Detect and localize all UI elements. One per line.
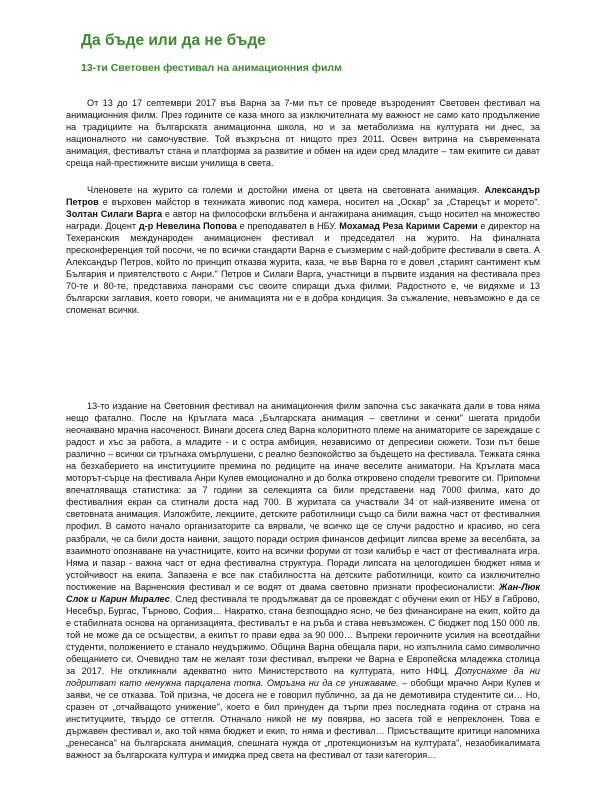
text-run: 13-то издание на Световния фестивал на анимационния филм започна със закачката дали в това няма нещо фатално. После на Кръглата маса „Българската анимация – светлини и сенки" шегата придоби неочаквано мрачна насоченост. Винаги досега след Варна колоритното племе на аниматорите се зареждаше с радост и хъс за работа, а младите - и с остра амбиция, независимо от депресиви сюжети. Този път беше различно – всички си тръгнаха омърлушени, с реално безпокойство за бъдещето на фестивала. Тежката сянка на безхаберието на институциите премина по редиците на иначе веселите аниматори. На Кръглата маса моторът-сърце на фестивала Анри Кулев емоционално и до болка откровено сподели тревогите си. Припомни впечатляваща статистика: за 7 години за селекцията са били представени над 7000 филма, като до фестивалния екран са стигнали доста над 700. В журитата са участвали 34 от най-изявените имена от световната анимация. Изложбите, лекциите, детските работилници също са били важна част от фестивалния профил. В самото начало организаторите са вярвали, че всичко ще се случи радостно и красиво, но сега разбрали, че са били доста наивни, защото поради острия финансов дефицит липсва време за веселбата, за взаимното опознаване на участниците, които на всички форуми от този калибър е част от фестивалната игра. Няма и пазар - важна част от една фестивална структура. Поради липсата на целогодишен бюджет няма и устойчивост на екипа. Запазена е все пак стабилността на детските работилници, които са изключително постижение на Варненския фестивал и се водят от двама световно признати професионалисти: xyxy=(66,401,540,592)
text-run: . След фестивала те продължават да се провеждат с обучени екип от НБУ в Габрово, Несебър, Бургас, Търново, София… Накратко, стана безпощадно ясно, че без финансиране на екип, който да е стабилната основа на организацията, фестивалът е на ръба и става невъзможен. С бюджет под 150 000 лв. той не може да се осъществи, а екипът го прави едва за 90 000… Въпреки героичните усилия на всеотдайни студенти, положението е станало неудържимо. Община Варна обещала пари, но изпълнила само символично обещанието си. Очевидно там не желаят този фестивал, въпреки че Варна е Европейска младежка столица за 2017. Не откликнали адекватно нито Министерството на културата, нито НФЦ. xyxy=(66,593,540,677)
emphasized-text: Допуснахме да ни подритват като ненужна парцалена топка. Омръзна ни да се унижаваме. xyxy=(66,666,540,689)
text-run: Членовете на журито са големи и достойни имена от цвета на световната анимация. xyxy=(87,185,485,195)
page-title: Да бъде или да не бъде xyxy=(81,32,266,49)
emphasized-text: Мохамад Реза Карими Сареми xyxy=(339,221,478,232)
paragraph-jury xyxy=(66,184,540,317)
emphasized-text: Александър Петров xyxy=(66,185,540,208)
text-run: е директор на Техеранския международен анимационен фестивал и председател на журито. На финалната пресконференция той посочи, че по всички стандарти Варна е съизмерим с най-добрите фестивали в света. А Александър Петров, който по принцип отказва журита, каза, че във Варна го е довел „старият сантимент към България и приятелството с Анри." Петров и Силаги Варга, участници в първите издания на фестивала през 70-те и 80-те, представиха панорами със своите спиращи дъха филми. Радостното е, че видяхме и 13 български заглавия, което говори, че анимацията ни е в добра кондиция. За съжаление, невъзможно е да се споменат всички. xyxy=(66,221,541,316)
emphasized-text: Жан-Люк Слок xyxy=(66,581,540,604)
paragraph-intro xyxy=(66,97,540,169)
paragraph-festival-crisis xyxy=(66,400,540,761)
text-run: е автор на философски вглъбена и ангажирана анимация, също носител на множество награди. Доцент xyxy=(66,209,540,232)
page-subtitle: 13-ти Световен фестивал на анимационния филм xyxy=(81,62,342,74)
emphasized-text: д-р Невелина Попова xyxy=(138,221,237,232)
emphasized-text: и xyxy=(88,593,100,604)
emphasized-text: Золтан Силаги Варга xyxy=(66,209,163,220)
text-run: – обобщи мрачно Анри Кулев и заяви, че се отказва. Той призна, че досега не е говорил публично, за да не демотивира студентите си… Но, сразен от „отчайващото унижение", което е бил принуден да търпи през последната година от страна на институциите, твърдо се оттегля. Отначало никой не му повярва, но засега той е непреклонен. Това е държавен фестивал и, ако той няма бюджет и екип, то няма и фестивал… Присъстващите критици напомниха „ренесанса" на българската анимация, спешната нужда от „протекционизъм на културата", незаобикалимата важност за българската култура и имиджа пред света на фестивал от тази категория… xyxy=(66,678,541,761)
text-run: От 13 до 17 септември 2017 във Варна за 7-ми път се проведе възроденият Световен фестивал на анимационния филм. През годините се каза много за изключителната му важност не само като продължение на традициите на българската анимационна школа, но и за метаболизма на културата ни днес, за националното ни самочувствие. Той възкръсна от нищото през 2011. Освен витрина на съвременната анимация, фестивалът стана и платформа за развитие и обмен на идеи сред младите – там екипите си дават среща най-престижните висши училища в света. xyxy=(66,98,540,169)
text-run: е преподавател в НБУ. xyxy=(236,221,340,232)
emphasized-text: Карин Миралес xyxy=(99,593,170,604)
text-run: е върховен майстор в техниката живопис под камера, носител на „Оскар" за „Старецът и морето". xyxy=(98,197,540,208)
